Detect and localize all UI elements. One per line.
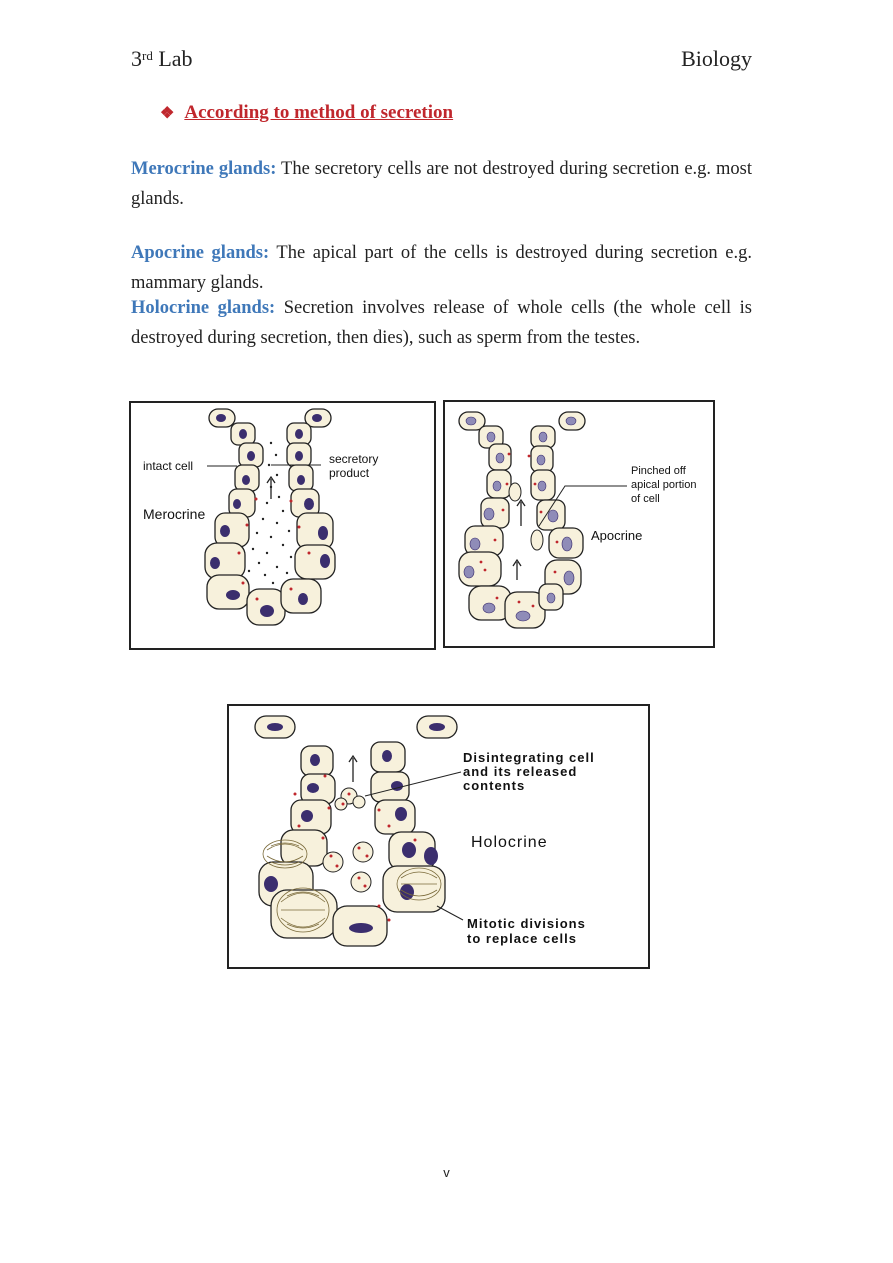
holocrine-released-cells	[323, 788, 373, 892]
label-apocrine: Apocrine	[591, 528, 643, 543]
mitotic-pointer	[437, 906, 463, 920]
header-left	[131, 46, 193, 72]
merocrine-gland-cells	[205, 409, 335, 625]
figure-merocrine	[129, 401, 436, 650]
label-pinched-3: of cell	[631, 493, 660, 505]
label-disintegrating-3: contents	[463, 778, 526, 793]
label-pinched-2: apical portion	[631, 479, 697, 491]
page-number: v	[443, 1165, 450, 1180]
apocrine-gland-cells	[459, 412, 585, 628]
definition-holocrine: Secretion involves release of whole cells (the whole cell is destroyed during secretion, then dies), such as sperm from the testes.	[131, 298, 753, 348]
section-title: According to method of secretion	[184, 102, 454, 123]
label-mitotic-1: Mitotic divisions	[467, 916, 586, 931]
definition-merocrine: The secretory cells are not destroyed during secretion e.g. most glands.	[131, 159, 752, 209]
term-merocrine: Merocrine glands:	[131, 159, 277, 179]
diamond-bullet-icon: ❖	[160, 105, 175, 122]
paragraph-apocrine	[131, 238, 752, 298]
label-disintegrating-1: Disintegrating cell	[463, 750, 595, 765]
label-mitotic-2: to replace cells	[467, 931, 577, 946]
label-secretory: secretory	[329, 452, 379, 466]
merocrine-diagram	[131, 403, 434, 648]
holocrine-diagram	[229, 706, 648, 967]
label-disintegrating-2: and its released	[463, 764, 578, 779]
apocrine-diagram	[445, 402, 713, 646]
lab-number-suffix: rd	[142, 48, 153, 63]
lab-word: Lab	[158, 46, 193, 71]
label-merocrine: Merocrine	[143, 506, 206, 522]
pinched-apical-portion	[509, 483, 521, 501]
paragraph-merocrine	[131, 154, 752, 214]
header-subject: Biology	[681, 46, 752, 71]
term-apocrine: Apocrine glands:	[131, 243, 270, 263]
paragraph-holocrine	[131, 293, 752, 353]
label-holocrine: Holocrine	[471, 834, 548, 851]
label-intact-cell: intact cell	[143, 459, 194, 473]
figure-holocrine	[227, 704, 650, 969]
holocrine-gland-cells	[255, 716, 457, 946]
label-pinched-1: Pinched off	[631, 465, 686, 477]
term-holocrine: Holocrine glands:	[131, 298, 276, 318]
label-product: product	[329, 466, 370, 480]
section-heading	[160, 102, 453, 124]
lab-number: 3	[131, 46, 142, 71]
figure-apocrine	[443, 400, 715, 648]
definition-apocrine: The apical part of the cells is destroyed during secretion e.g. mammary glands.	[131, 243, 752, 293]
